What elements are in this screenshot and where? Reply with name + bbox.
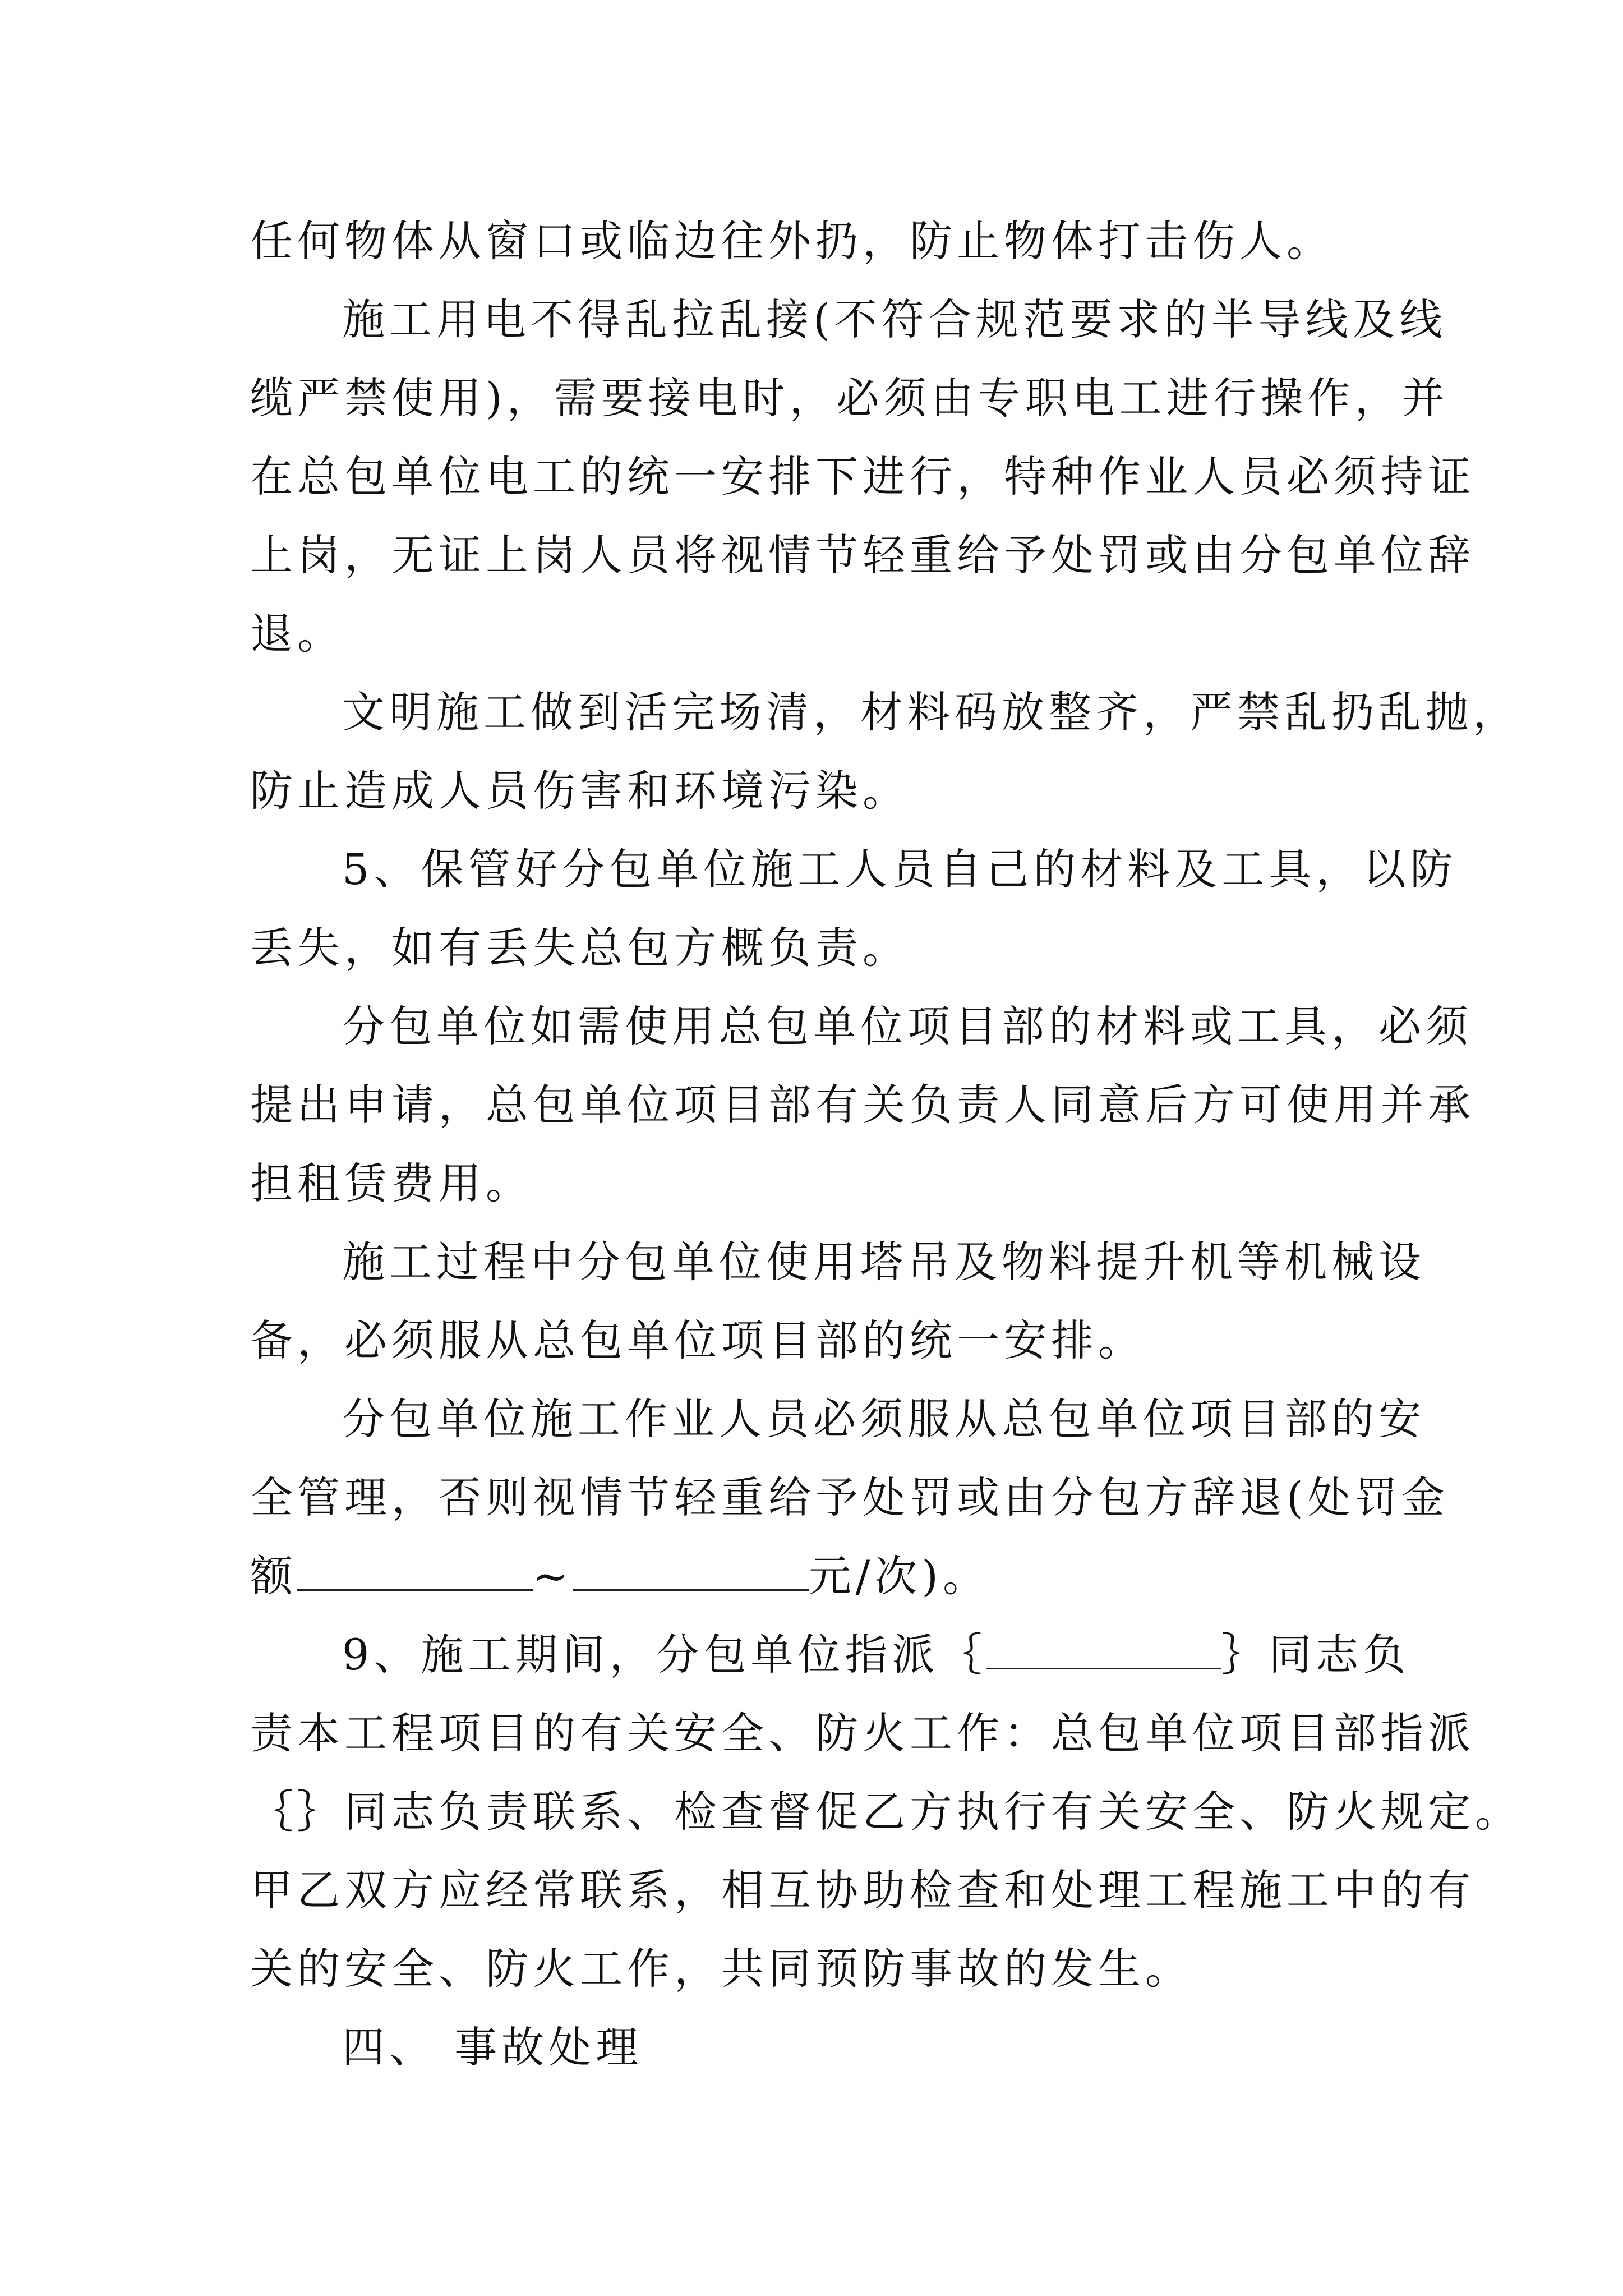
assign-prefix: 9、施工期间，分包单位指派｛ [342, 1630, 986, 1680]
paragraph-line: 备，必须服从总包单位项目部的统一安排。 [250, 1315, 1145, 1365]
paragraph-line: 上岗，无证上岗人员将视情节轻重给予处罚或由分包单位辞 [250, 530, 1475, 580]
assign-line [342, 1627, 1486, 1683]
paragraph-line: 甲乙双方应经常联系，相互协助检查和处理工程施工中的有 [250, 1865, 1475, 1915]
paragraph-line: 在总包单位电工的统一安排下进行，特种作业人员必须持证 [250, 452, 1475, 501]
assign-suffix: ｝同志负 [1221, 1630, 1410, 1680]
paragraph-line: 5、保管好分包单位施工人员自己的材料及工具，以防 [342, 844, 1458, 894]
paragraph-line: 施工用电不得乱拉乱接(不符合规范要求的半导线及线 [342, 295, 1447, 344]
paragraph-line: 丢失，如有丢失总包方概负责。 [250, 923, 910, 973]
paragraph-line: 文明施工做到活完场清，材料码放整齐，严禁乱扔乱抛， [342, 687, 1520, 737]
fine-prefix: 额 [250, 1551, 297, 1601]
paragraph-line: 责本工程项目的有关安全、防火工作：总包单位项目部指派 [250, 1708, 1475, 1758]
paragraph-line: 全管理，否则视情节轻重给予处罚或由分包方辞退(处罚金 [250, 1473, 1449, 1522]
paragraph-line: 分包单位施工作业人员必须服从总包单位项目部的安 [342, 1394, 1426, 1444]
paragraph-line: 任何物体从窗口或临边往外扔，防止物体打击伤人。 [250, 216, 1334, 266]
fine-amount-line [250, 1548, 1394, 1604]
fine-min-blank [297, 1552, 533, 1591]
section-heading: 四、 事故处理 [342, 2022, 643, 2072]
fine-separator: ~ [533, 1551, 573, 1601]
paragraph-line: ｛｝同志负责联系、检查督促乙方执行有关安全、防火规定。 [250, 1787, 1522, 1837]
paragraph-line: 担租赁费用。 [250, 1158, 533, 1208]
fine-max-blank [573, 1552, 809, 1591]
fine-suffix: 元/次)。 [808, 1551, 990, 1601]
paragraph-line: 关的安全、防火工作，共同预防事故的发生。 [250, 1944, 1192, 1994]
paragraph-line: 防止造成人员伤害和环境污染。 [250, 766, 910, 816]
paragraph-line: 施工过程中分包单位使用塔吊及物料提升机等机械设 [342, 1237, 1426, 1287]
paragraph-line: 缆严禁使用)，需要接电时，必须由专职电工进行操作，并 [250, 373, 1449, 423]
paragraph-line: 分包单位如需使用总包单位项目部的材料或工具，必须 [342, 1001, 1473, 1051]
paragraph-line: 提出申请，总包单位项目部有关负责人同意后方可使用并承 [250, 1080, 1475, 1130]
paragraph-line: 退。 [250, 609, 344, 659]
assignee-blank [986, 1631, 1221, 1669]
